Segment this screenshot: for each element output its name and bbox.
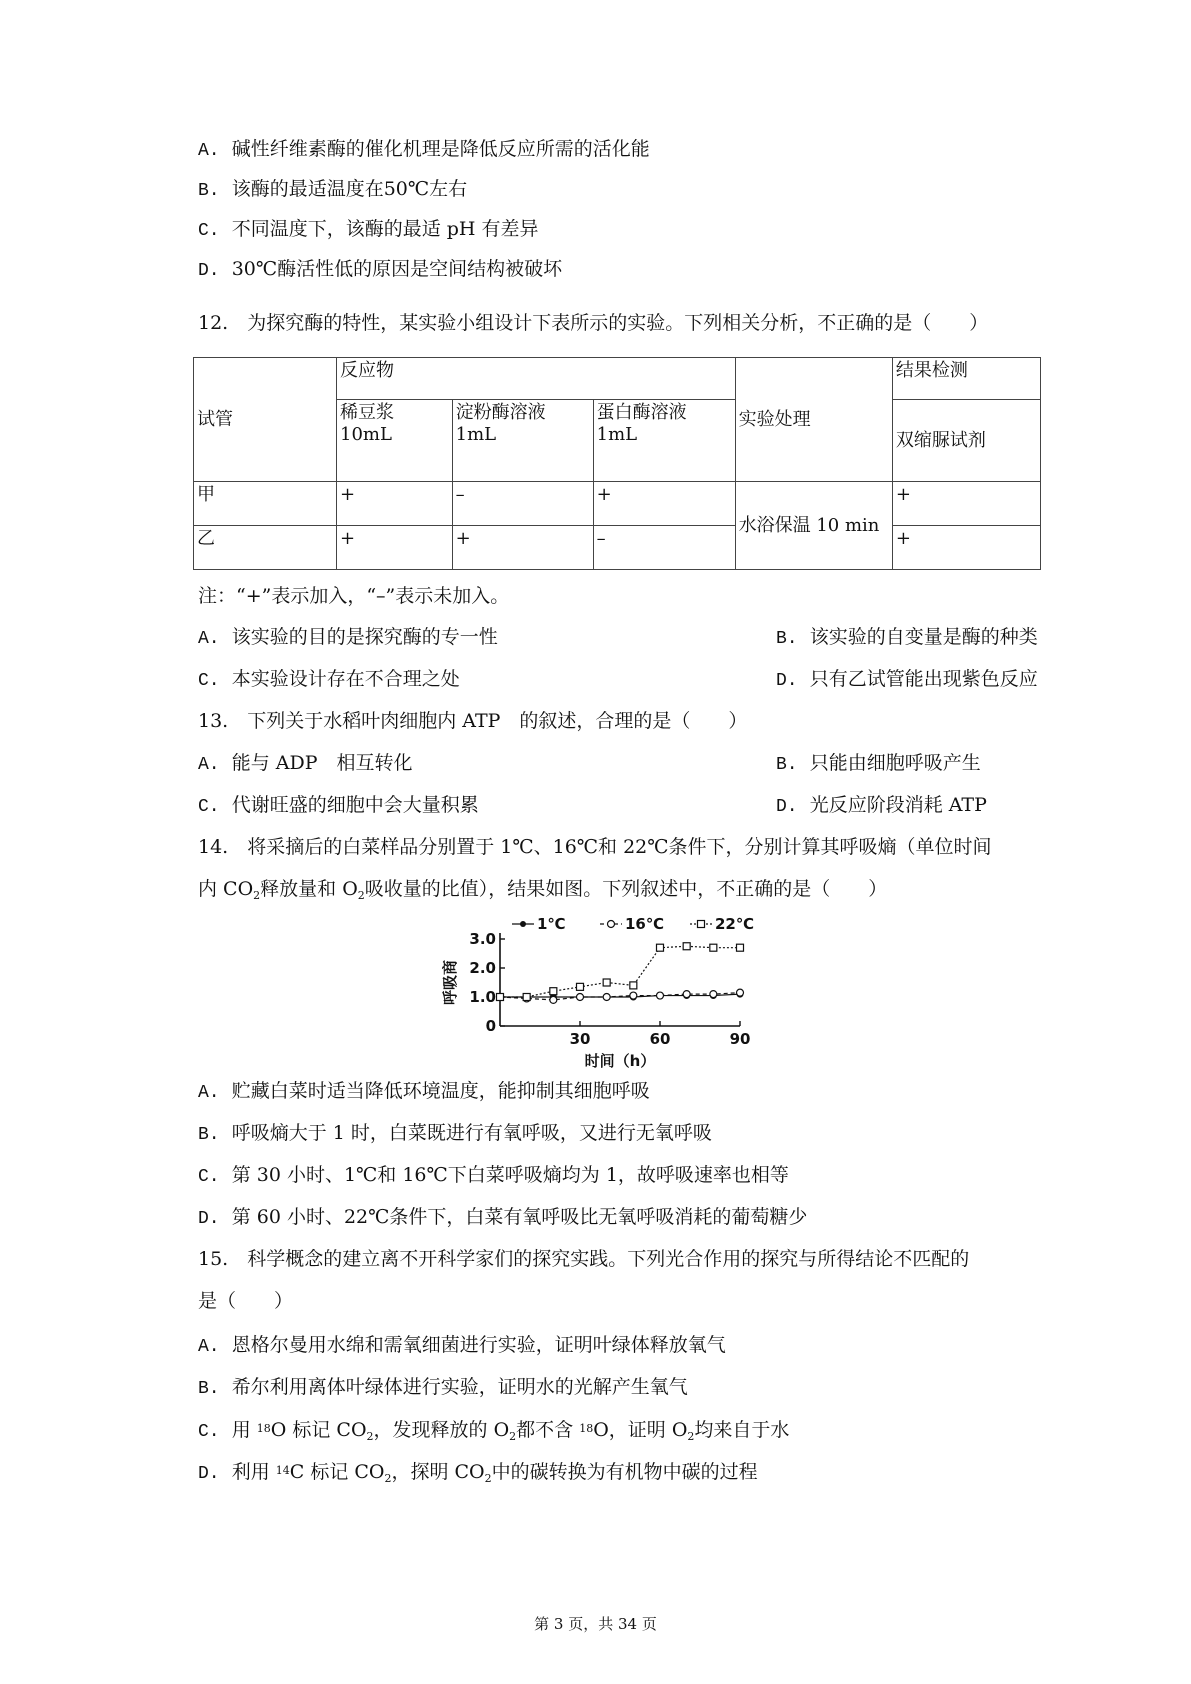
q13-options-ab: A. 能与 ADP 相互转化 B. 只能由细胞呼吸产生 xyxy=(198,752,981,775)
legend-marker xyxy=(520,921,526,927)
data-point xyxy=(710,944,717,951)
q12-stem: 12. 为探究酶的特性，某实验小组设计下表所示的实验。下列相关分析，不正确的是（ ） xyxy=(198,312,989,334)
q11-option-d: D. 30℃酶活性低的原因是空间结构被破坏 xyxy=(198,258,563,281)
y-tick-label: 1.0 xyxy=(469,988,496,1006)
q12-options-ab: A. 该实验的目的是探究酶的专一性 B. 该实验的自变量是酶的种类 xyxy=(198,626,1038,649)
q11-option-a: A. 碱性纤维素酶的催化机理是降低反应所需的活化能 xyxy=(198,138,650,161)
q15-option-c: C. 用 $^{18}$O 标记 $CO_2$，发现释放的 $O_2$都不含 $^{18}$O，证明 $O_2$均来自于水 xyxy=(198,1419,790,1443)
q15-stem-line2: 是（ ） xyxy=(198,1290,294,1312)
th-c3: 蛋白酶溶液 1mL xyxy=(593,400,735,482)
th-c2: 淀粉酶溶液 1mL xyxy=(452,400,593,482)
data-point xyxy=(683,991,690,998)
th-reactant: 反应物 xyxy=(337,358,736,400)
q15-option-a: A. 恩格尔曼用水绵和需氧细菌进行实验，证明叶绿体释放氧气 xyxy=(198,1334,726,1357)
data-point xyxy=(683,943,690,950)
q14-stem-line1: 14. 将采摘后的白菜样品分别置于 1℃、16℃和 22℃条件下，分别计算其呼吸熵（单位时间 xyxy=(198,836,992,858)
data-point xyxy=(603,979,610,986)
x-tick-label: 60 xyxy=(649,1030,671,1048)
data-point xyxy=(577,983,584,990)
th-c1: 稀豆浆 10mL xyxy=(337,400,453,482)
data-point xyxy=(657,992,664,999)
q13-options-cd: C. 代谢旺盛的细胞中会大量积累 D. 光反应阶段消耗 ATP xyxy=(198,794,987,817)
data-point xyxy=(630,982,637,989)
data-point xyxy=(603,994,610,1001)
q12-note: 注：“+”表示加入，“–”表示未加入。 xyxy=(198,585,510,607)
x-axis-label: 时间（h） xyxy=(584,1052,656,1070)
data-point xyxy=(710,991,717,998)
data-point xyxy=(577,994,584,1001)
legend-label: 22℃ xyxy=(715,915,755,933)
y-tick-label: 0 xyxy=(485,1017,496,1035)
data-point xyxy=(523,994,530,1001)
y-tick-label: 3.0 xyxy=(469,930,496,948)
q15-option-d: D. 利用 $^{14}$C 标记 $CO_2$，探明 $CO_2$中的碳转换为有机物中碳的过程 xyxy=(198,1461,758,1485)
series-line-2 xyxy=(500,946,740,997)
q14-option-a: A. 贮藏白菜时适当降低环境温度，能抑制其细胞呼吸 xyxy=(198,1080,650,1103)
table-row: 乙 + + – + xyxy=(194,526,1041,570)
x-tick-label: 90 xyxy=(729,1030,751,1048)
legend-marker xyxy=(698,921,705,928)
q13-stem: 13. 下列关于水稻叶肉细胞内 ATP 的叙述，合理的是（ ） xyxy=(198,710,748,732)
q15-option-b: B. 希尔利用离体叶绿体进行实验，证明水的光解产生氧气 xyxy=(198,1376,688,1399)
q11-option-b: B. 该酶的最适温度在50℃左右 xyxy=(198,178,468,201)
legend-label: 16℃ xyxy=(625,915,665,933)
data-point xyxy=(550,996,557,1003)
th-reagent: 双缩脲试剂 xyxy=(892,400,1040,482)
data-point xyxy=(630,992,637,999)
data-point xyxy=(737,944,744,951)
data-point xyxy=(737,989,744,996)
x-tick-label: 30 xyxy=(569,1030,591,1048)
q14-option-b: B. 呼吸熵大于 1 时，白菜既进行有氧呼吸，又进行无氧呼吸 xyxy=(198,1122,712,1145)
q12-options-cd: C. 本实验设计存在不合理之处 D. 只有乙试管能出现紫色反应 xyxy=(198,668,1038,691)
treatment-value: 水浴保温 10 min xyxy=(735,482,892,570)
respiration-quotient-chart xyxy=(430,914,760,1074)
series-line-1 xyxy=(500,993,740,1000)
q14-stem-line2: 内 $CO_2$释放量和 $O_2$吸收量的比值），结果如图。下列叙述中，不正确的是（ ） xyxy=(198,878,888,902)
data-point xyxy=(657,944,664,951)
data-point xyxy=(497,994,504,1001)
data-point xyxy=(550,988,557,995)
th-result: 结果检测 xyxy=(892,358,1040,400)
th-tube: 试管 xyxy=(194,358,337,482)
th-treatment: 实验处理 xyxy=(735,358,892,482)
table-row: 甲 + – + 水浴保温 10 min + xyxy=(194,482,1041,526)
q15-stem-line1: 15. 科学概念的建立离不开科学家们的探究实践。下列光合作用的探究与所得结论不匹配的 xyxy=(198,1248,970,1270)
q14-option-c: C. 第 30 小时、1℃和 16℃下白菜呼吸熵均为 1，故呼吸速率也相等 xyxy=(198,1164,789,1187)
q11-option-c: C. 不同温度下，该酶的最适 pH 有差异 xyxy=(198,218,539,241)
q14-option-d: D. 第 60 小时、22℃条件下，白菜有氧呼吸比无氧呼吸消耗的葡萄糖少 xyxy=(198,1206,808,1229)
legend-marker xyxy=(608,921,615,928)
page-footer: 第 3 页，共 34 页 xyxy=(534,1615,657,1633)
y-axis-label: 呼吸商 xyxy=(441,959,459,1006)
y-tick-label: 2.0 xyxy=(469,959,496,977)
experiment-table xyxy=(193,357,1041,570)
legend-label: 1℃ xyxy=(537,915,566,933)
